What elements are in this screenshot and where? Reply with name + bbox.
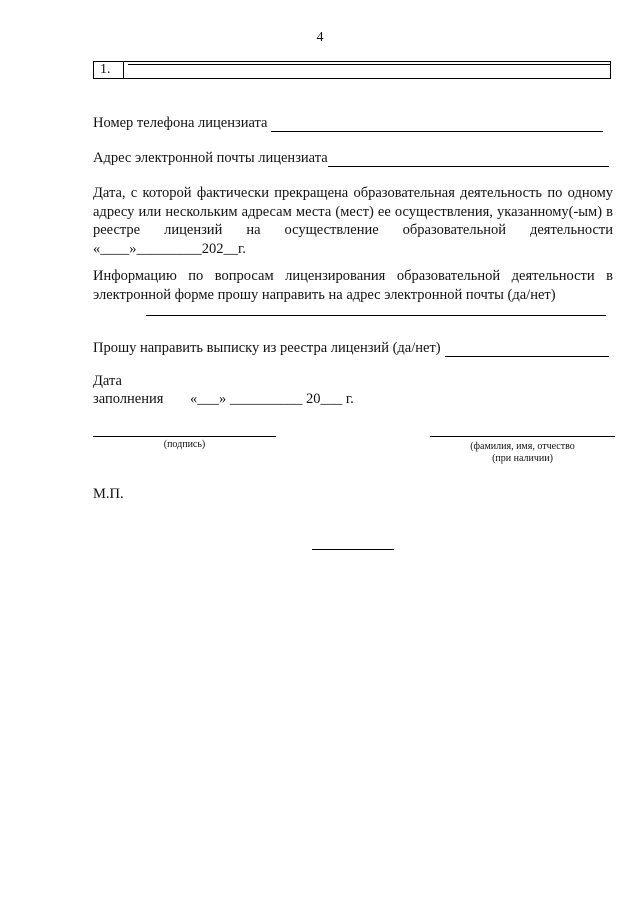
item-content-cell xyxy=(124,62,610,78)
stamp-label: М.П. xyxy=(93,486,124,502)
item-number-table xyxy=(93,61,611,79)
name-caption-1: (фамилия, имя, отчество xyxy=(470,441,575,452)
page-number: 4 xyxy=(316,30,324,45)
phone-label: Номер телефона лицензиата xyxy=(93,115,268,131)
name-caption-2: (при наличии) xyxy=(492,453,553,464)
electronic-info-paragraph xyxy=(93,267,613,304)
fill-date-label-2: заполнения xyxy=(93,391,164,407)
email-label: Адрес электронной почты лицензиата xyxy=(93,150,328,166)
extract-request-row xyxy=(93,339,609,357)
email-row xyxy=(93,149,609,167)
signature-caption: (подпись) xyxy=(163,439,206,450)
electronic-info-field[interactable] xyxy=(146,315,606,316)
electronic-info-text: Информацию по вопросам лицензирования образовательной деятельности в электронной форме прошу направить на адрес электронной почты (да/нет) xyxy=(93,268,613,303)
extract-request-field[interactable] xyxy=(445,344,609,357)
name-line[interactable] xyxy=(430,436,615,437)
email-field[interactable] xyxy=(328,154,609,167)
item-number: 1. xyxy=(94,62,124,78)
phone-row xyxy=(93,114,603,132)
end-divider xyxy=(312,549,394,550)
signature-line[interactable] xyxy=(93,436,276,437)
extract-request-label: Прошу направить выписку из реестра лицензий (да/нет) xyxy=(93,340,441,356)
termination-date-paragraph: Дата, с которой фактически прекращена образовательная деятельность по одному адресу или нескольким адресам места (мест) ее осуществления, указанному(-ым) в реестре лицензий на осуществление образовательной деятельности «____»_________202__г. xyxy=(93,185,613,257)
fill-date-value[interactable]: «___» __________ 20___ г. xyxy=(190,391,354,407)
phone-field[interactable] xyxy=(271,119,603,132)
fill-date-label-1: Дата xyxy=(93,373,122,389)
